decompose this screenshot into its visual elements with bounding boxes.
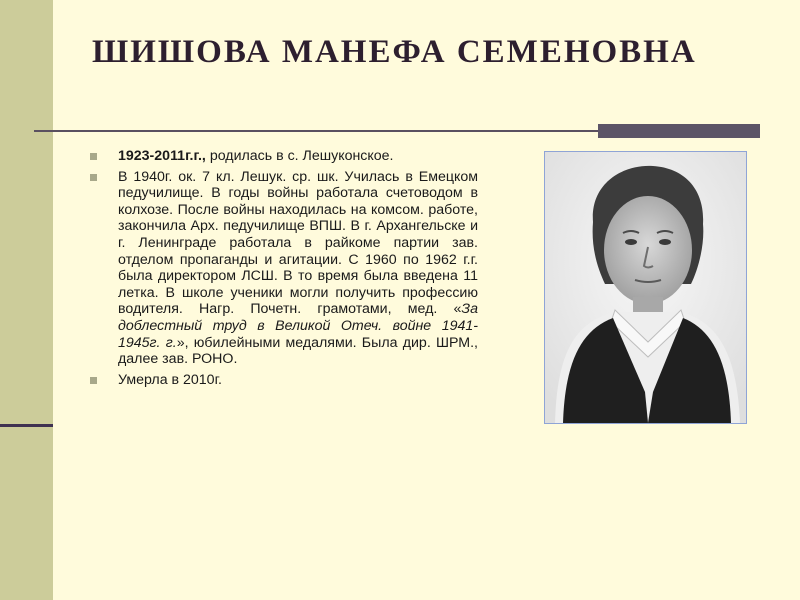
bio-text-block: [90, 148, 478, 392]
left-bar-accent-line: [0, 424, 53, 427]
bullet-death: [90, 372, 478, 389]
bullet-square-icon: [90, 153, 97, 160]
title-divider-accent: [598, 124, 760, 138]
bullet-dates: [90, 148, 478, 165]
biography-text: В 1940г. ок. 7 кл. Лешук. ср. шк. Училась в Емецком педучилище. В годы войны работала счетоводом в колхозе. После войны находилась на комсом. работе, закончила Арх. педучилище ВПШ. В г. Архангельске и г. Ленинграде работала в райкоме партии зав. отделом пропаганды и агитации. С 1960 по 1962 г.г. была директором ЛСШ. В то время была введена 11 летка. В школе ученики могли получить профессию водителя. Нагр. Почетн. грамотами, мед. «: [118, 168, 478, 318]
slide-title: ШИШОВА МАНЕФА СЕМЕНОВНА: [92, 34, 697, 70]
bullet-square-icon: [90, 377, 97, 384]
biography-text-end: », юбилейными медалями. Была дир. ШРМ., далее зав. РОНО.: [118, 334, 478, 368]
medal-name-text: За доблестный труд в Великой Отеч. войне 1941-1945г. г.: [118, 301, 478, 351]
bullet-square-icon: [90, 174, 97, 181]
birthplace-text: родилась в с. Лешуконское.: [205, 148, 394, 164]
life-dates: 1923-2011г.г.,: [118, 148, 206, 164]
bullet-biography: [90, 169, 478, 368]
portrait-photo: [544, 151, 747, 424]
portrait-illustration: [545, 152, 746, 423]
death-text: Умерла в 2010г.: [118, 371, 222, 388]
left-decorative-bar: [0, 0, 53, 600]
